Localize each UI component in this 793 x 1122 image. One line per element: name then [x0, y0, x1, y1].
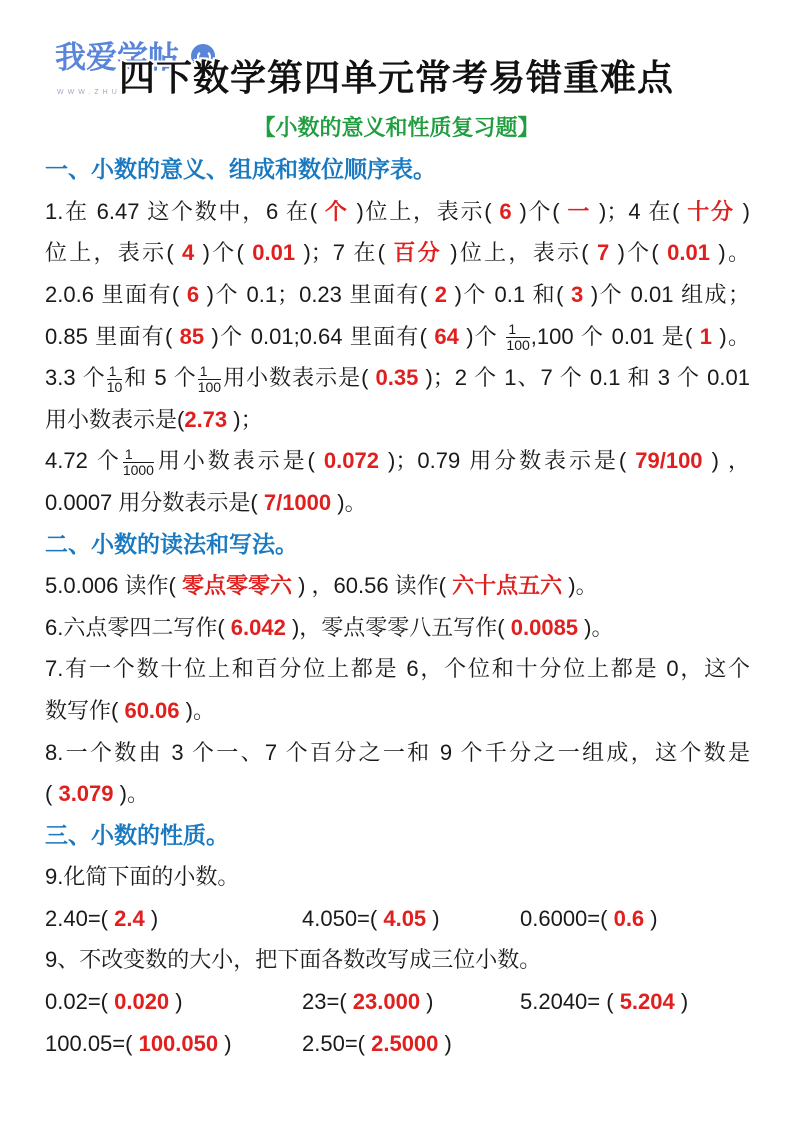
- answer-text: 100.050: [138, 1030, 219, 1056]
- logo-url-text: WWW.ZHUI: [57, 89, 127, 96]
- answer-text: 79/100: [635, 448, 703, 474]
- question-text: 9.化简下面的小数。: [45, 864, 240, 890]
- answer-item: [520, 981, 688, 1023]
- question-text: )；7 在(: [295, 240, 394, 266]
- fraction: [107, 364, 123, 395]
- answer-text: 百分: [393, 240, 442, 266]
- question-text: 0.85 里面有(: [45, 323, 180, 349]
- question-text: 0.02=(: [45, 989, 115, 1015]
- question-text: 0.0007 用分数表示是(: [45, 489, 264, 515]
- question-text: )。: [179, 697, 215, 723]
- question-text: ) ，60.56 读作(: [291, 573, 453, 599]
- answer-text: 3.079: [58, 781, 114, 807]
- fraction: [123, 447, 154, 478]
- question-text: ): [438, 1030, 452, 1056]
- question-text: 位上，表示(: [45, 240, 183, 266]
- answer-text: 2.4: [114, 905, 145, 931]
- question-text: ,100 个 0.01 是(: [530, 323, 700, 349]
- answer-text: 5.204: [619, 989, 675, 1015]
- answer-text: 0.020: [114, 989, 170, 1015]
- question-text: )。: [578, 614, 614, 640]
- question-text: 用小数表示是(: [222, 365, 376, 391]
- answer-text: 0.0085: [510, 614, 579, 640]
- question-line: [45, 565, 750, 607]
- question-text: ): [420, 989, 434, 1015]
- question-text: 用小数表示是(: [154, 448, 324, 474]
- question-text: 5.2040= (: [520, 989, 620, 1015]
- answer-text: 23.000: [352, 989, 421, 1015]
- question-text: )个: [458, 323, 506, 349]
- answer-item: [302, 1023, 452, 1065]
- question-text: 7.有一个数十位上和百分位上都是 6，个位和十分位上都是 0，这个: [45, 656, 750, 682]
- question-text: )位上，表示(: [441, 240, 597, 266]
- fraction-denominator: 100: [197, 378, 222, 395]
- question-text: )个 0.1 和(: [447, 281, 572, 307]
- answer-text: 3: [571, 281, 584, 307]
- answer-text: 64: [434, 323, 459, 349]
- question-line: [45, 690, 750, 732]
- question-line: [45, 482, 750, 524]
- question-text: )。: [562, 573, 598, 599]
- question-text: 5.0.006 读作(: [45, 573, 182, 599]
- question-line: [45, 316, 750, 358]
- question-line: [45, 232, 750, 274]
- answer-text: 4: [182, 240, 195, 266]
- question-text: 100.05=(: [45, 1030, 139, 1056]
- answer-text: 0.01: [252, 240, 296, 266]
- answer-text: 0.072: [323, 448, 379, 474]
- question-text: 4.050=(: [302, 905, 384, 931]
- question-line: [45, 399, 750, 441]
- answer-text: 85: [179, 323, 205, 349]
- question-text: )个 0.1；0.23 里面有(: [199, 281, 435, 307]
- question-text: )个(: [511, 198, 568, 224]
- fraction-numerator: 1: [506, 322, 529, 338]
- question-text: (: [45, 781, 59, 807]
- question-text: ): [144, 905, 159, 931]
- answer-item: [302, 898, 440, 940]
- question-text: ): [218, 1030, 232, 1056]
- question-text: 8.一个数由 3 个一、7 个百分之一和 9 个千分之一组成，这个数是: [45, 739, 750, 765]
- question-text: )个(: [609, 240, 668, 266]
- answer-row: [45, 981, 750, 1023]
- question-text: 1.在 6.47 这个数中，6 在(: [45, 198, 325, 224]
- question-line: [45, 274, 750, 316]
- question-text: 3.3 个: [45, 365, 106, 391]
- question-text: ): [426, 905, 440, 931]
- answer-row: [45, 1023, 750, 1065]
- question-text: )；: [227, 406, 263, 432]
- question-line: [45, 357, 750, 399]
- answer-item: [45, 981, 183, 1023]
- question-line: [45, 856, 750, 898]
- question-line: [45, 939, 750, 981]
- answer-text: 6: [499, 198, 512, 224]
- question-text: )；0.79 用分数表示是(: [378, 448, 636, 474]
- question-text: 2.50=(: [302, 1030, 372, 1056]
- fraction-denominator: 10: [106, 378, 123, 395]
- answer-item: [45, 898, 158, 940]
- answer-text: 2.5000: [371, 1030, 439, 1056]
- answer-row: [45, 898, 750, 940]
- logo-text: 我爱学帖: [55, 40, 179, 75]
- question-line: [45, 732, 750, 774]
- question-text: )；2 个 1、7 个 0.1 和 3 个 0.01: [418, 365, 750, 391]
- question-text: 用小数表示是(: [45, 406, 185, 432]
- answer-text: 1: [699, 323, 713, 349]
- question-text: 和 5 个: [123, 365, 197, 391]
- question-text: 0.6000=(: [520, 905, 614, 931]
- answer-text: 4.05: [383, 905, 427, 931]
- question-text: ): [644, 905, 658, 931]
- fraction-denominator: 1000: [122, 462, 154, 479]
- answer-text: 2: [434, 281, 448, 307]
- question-text: ): [674, 989, 689, 1015]
- answer-text: 个: [324, 198, 349, 224]
- section-heading: 二、小数的读法和写法。: [45, 530, 298, 557]
- question-text: )。: [712, 323, 750, 349]
- answer-text: 6.042: [230, 614, 286, 640]
- question-line: [45, 440, 750, 482]
- section-heading: 一、小数的意义、组成和数位顺序表。: [45, 156, 436, 183]
- question-text: )个 0.01 组成；: [583, 281, 751, 307]
- page-title: 四下数学第四单元常考易错重难点: [118, 57, 674, 98]
- answer-item: [520, 898, 658, 940]
- question-text: 2.40=(: [45, 905, 115, 931]
- answer-text: 0.01: [667, 240, 710, 266]
- question-text: )位上，表示(: [348, 198, 500, 224]
- answer-text: 零点零零六: [181, 573, 292, 599]
- fraction-numerator: 1: [107, 364, 123, 380]
- question-text: )。: [113, 781, 149, 807]
- question-text: 23=(: [302, 989, 353, 1015]
- fraction-numerator: 1: [198, 364, 221, 380]
- question-text: 数写作(: [45, 697, 125, 723]
- question-text: 9、不改变数的大小，把下面各数改写成三位小数。: [45, 947, 542, 973]
- question-text: ) ，: [702, 448, 750, 474]
- answer-text: 7: [596, 240, 610, 266]
- answer-text: 2.73: [184, 406, 228, 432]
- answer-item: [302, 981, 434, 1023]
- answer-text: 一: [567, 198, 592, 224]
- answer-text: 0.35: [375, 365, 419, 391]
- fraction: [198, 364, 221, 395]
- answer-text: 6: [186, 281, 200, 307]
- question-line: [45, 191, 750, 233]
- question-text: ): [169, 989, 183, 1015]
- question-text: 4.72 个: [45, 448, 122, 474]
- question-text: )，零点零零八五写作(: [285, 614, 511, 640]
- answer-text: 十分: [687, 198, 735, 224]
- answer-item: [45, 1023, 232, 1065]
- question-line: [45, 773, 750, 815]
- worksheet-body: [45, 149, 750, 1064]
- answer-text: 0.6: [613, 905, 645, 931]
- question-line: [45, 648, 750, 690]
- worksheet-subtitle: 【小数的意义和性质复习题】: [253, 115, 540, 140]
- question-text: )个(: [194, 240, 253, 266]
- question-text: ): [734, 198, 750, 224]
- answer-text: 7/1000: [263, 489, 332, 515]
- fraction-denominator: 100: [506, 337, 530, 354]
- question-text: 6.六点零四二写作(: [45, 614, 231, 640]
- fraction: [506, 322, 529, 353]
- section-heading: 三、小数的性质。: [45, 821, 229, 848]
- question-text: )；4 在(: [591, 198, 688, 224]
- question-text: )。: [709, 240, 750, 266]
- question-text: )个 0.01;0.64 里面有(: [204, 323, 435, 349]
- answer-text: 60.06: [124, 697, 180, 723]
- question-line: [45, 607, 750, 649]
- answer-text: 六十点五六: [452, 573, 563, 599]
- question-text: 2.0.6 里面有(: [45, 281, 187, 307]
- question-text: )。: [331, 489, 367, 515]
- fraction-numerator: 1: [123, 447, 154, 463]
